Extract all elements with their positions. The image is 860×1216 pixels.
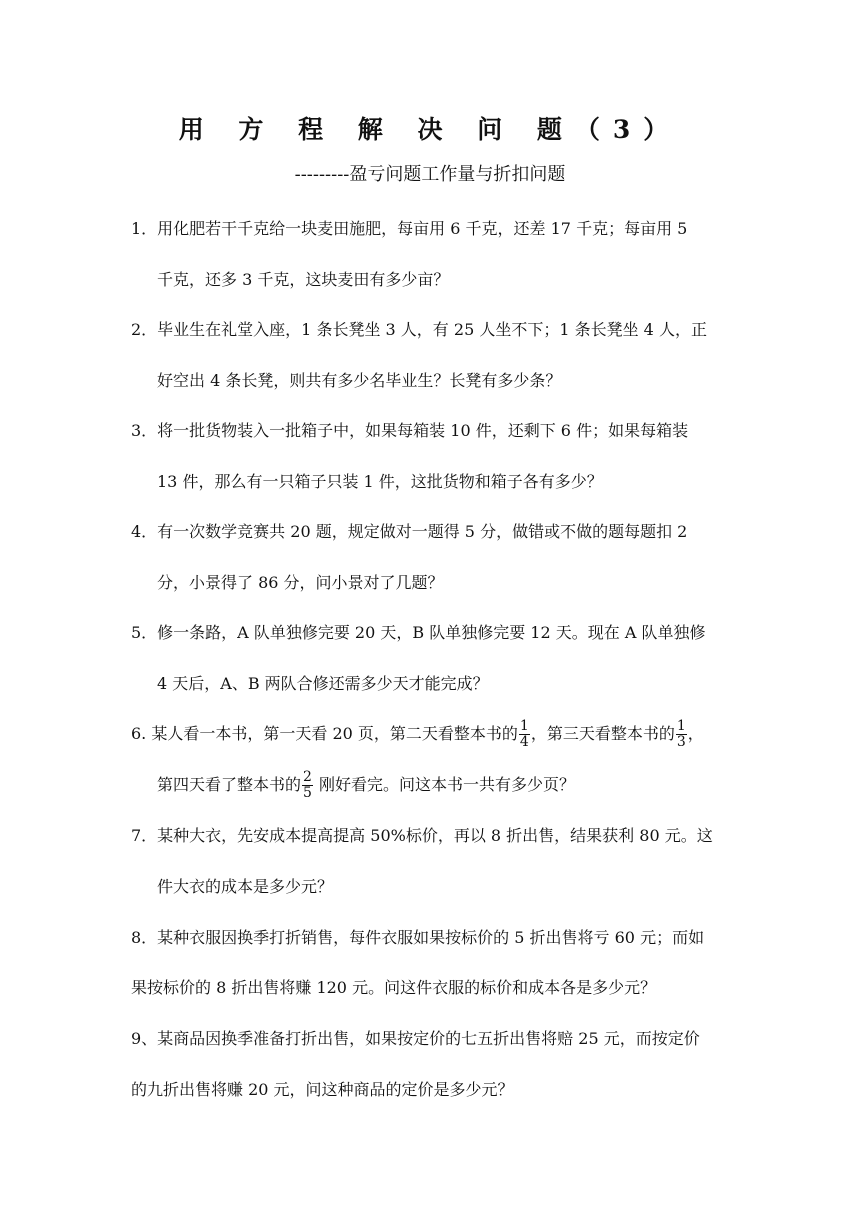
fraction-one-third: $\frac{1}{3}$ [676,718,686,750]
fraction-two-fifths: $\frac{2}{5}$ [303,769,312,801]
problem-6-text-a: 6. 某人看一本书，第一天看 20 页，第二天看整本书的 [131,724,518,743]
problem-7-line-2: 件大衣的成本是多少元？ [157,877,334,896]
problem-5-line-1: 5．修一条路，A 队单独修完要 20 天，B 队单独修完要 12 天。现在 A 队单独修 [131,623,706,642]
problem-5-line-2: 4 天后，A、B 两队合修还需多少天才能完成？ [157,674,489,693]
page-subtitle: ---------盈亏问题工作量与折扣问题 [294,164,566,185]
problem-3-line-1: 3．将一批货物装入一批箱子中，如果每箱装 10 件，还剩下 6 件；如果每箱装 [131,421,689,440]
problem-3-line-2: 13 件，那么有一只箱子只装 1 件，这批货物和箱子各有多少？ [157,472,603,491]
problem-6-text-c: ， [687,724,704,743]
problem-9-line-2: 的九折出售将赚 20 元，问这种商品的定价是多少元？ [131,1080,514,1099]
problem-4-line-1: 4．有一次数学竞赛共 20 题，规定做对一题得 5 分，做错或不做的题每题扣 2 [131,522,688,541]
problem-6-line-2 [157,767,575,803]
problem-1-line-2: 千克，还多 3 千克，这块麦田有多少亩？ [157,270,450,289]
page-title: 用 方 程 解 决 问 题（3） [178,115,682,144]
problem-8-line-1: 8．某种衣服因换季打折销售，每件衣服如果按标价的 5 折出售将亏 60 元；而如 [131,928,705,947]
problem-2-line-2: 好空出 4 条长凳，则共有多少名毕业生？长凳有多少条？ [157,371,562,390]
problem-9-line-1: 9、某商品因换季准备打折出售，如果按定价的七五折出售将赔 25 元，而按定价 [131,1029,700,1048]
problem-2-line-1: 2．毕业生在礼堂入座，1 条长凳坐 3 人，有 25 人坐不下；1 条长凳坐 4 人，正 [131,320,707,339]
problem-6-text-b: ，第三天看整本书的 [530,724,675,743]
fraction-one-quarter: $\frac{1}{4}$ [519,718,529,750]
problem-6-text-d: 第四天看了整本书的 [157,775,302,794]
problem-7-line-1: 7．某种大衣，先安成本提高提高 50%标价，再以 8 折出售，结果获利 80 元。这 [131,826,713,845]
problem-1-line-1: 1．用化肥若干千克给一块麦田施肥，每亩用 6 千克，还差 17 千克；每亩用 5 [131,219,688,238]
problem-8-line-2: 果按标价的 8 折出售将赚 120 元。问这件衣服的标价和成本各是多少元？ [131,978,657,997]
problem-6-line-1 [131,716,704,752]
problem-6-text-e: 刚好看完。问这本书一共有多少页？ [313,775,576,794]
problem-4-line-2: 分，小景得了 86 分，问小景对了几题？ [157,573,444,592]
